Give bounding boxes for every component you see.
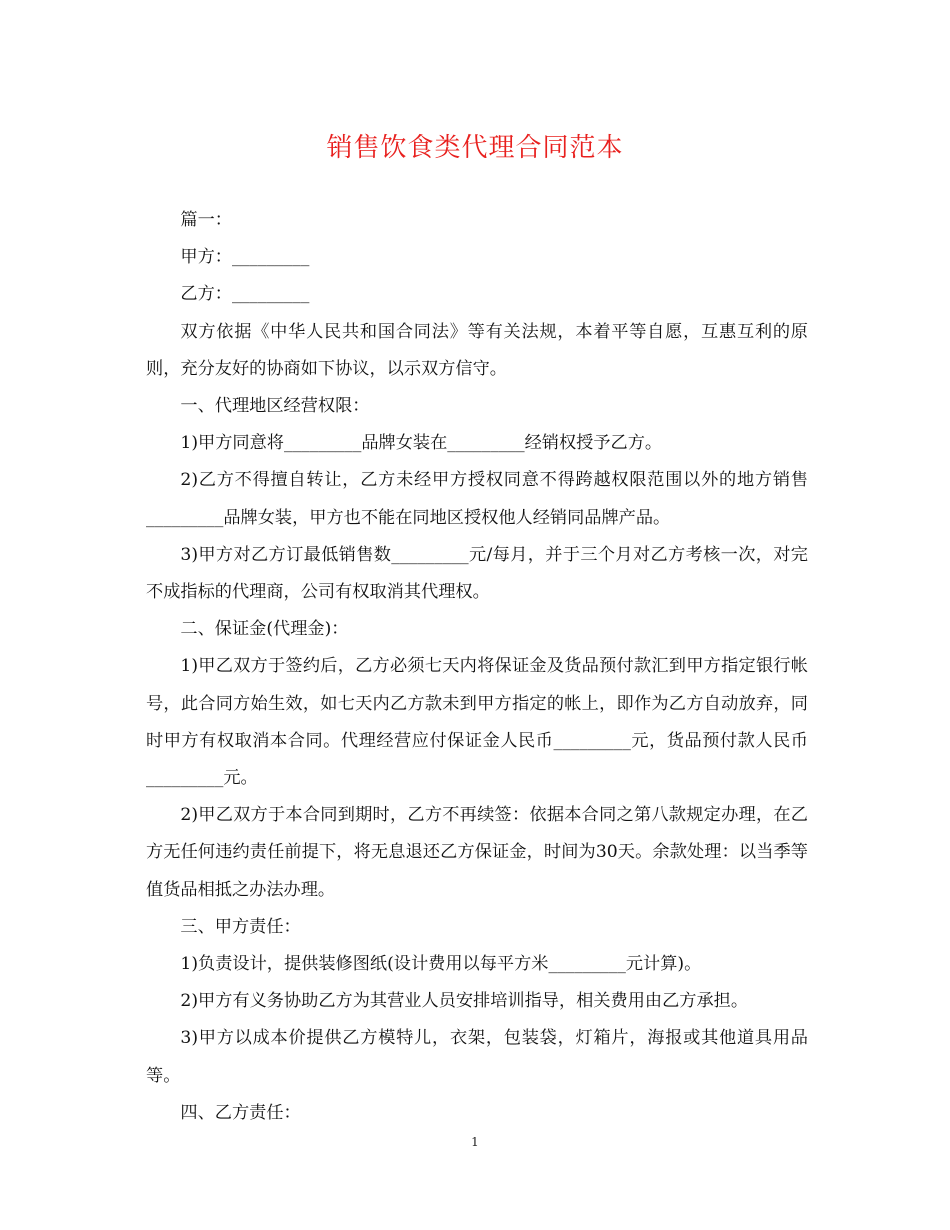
intro-paragraph: 双方依据《中华人民共和国合同法》等有关法规，本着平等自愿，互惠互利的原则，充分友好的协商如下协议，以示双方信守。 bbox=[146, 321, 808, 379]
section-heading: 二、保证金(代理金)： bbox=[180, 619, 349, 640]
clause-paragraph: 2)甲乙双方于本合同到期时，乙方不再续签：依据本合同之第八款规定办理，在乙方无任何违约责任前提下，将无息退还乙方保证金，时间为30天。余款处理：以当季等值货品相抵之办法办理。 bbox=[146, 805, 808, 900]
clause-paragraph: 2)乙方不得擅自转让，乙方未经甲方授权同意不得跨越权限范围以外的地方销售_________品牌女装，甲方也不能在同地区授权他人经销同品牌产品。 bbox=[146, 470, 808, 528]
section-label: 篇一： bbox=[180, 210, 232, 230]
clause-paragraph: 3)甲方以成本价提供乙方模特儿，衣架，包装袋，灯箱片，海报或其他道具用品等。 bbox=[146, 1028, 808, 1086]
document-title: 销售饮食类代理合同范本 bbox=[326, 133, 624, 163]
section-heading: 一、代理地区经营权限： bbox=[180, 396, 370, 417]
clause-paragraph: 3)甲方对乙方订最低销售数_________元/每月，并于三个月对乙方考核一次，对完不成指标的代理商，公司有权取消其代理权。 bbox=[146, 544, 808, 603]
party-b-line: 乙方：_________ bbox=[180, 284, 310, 305]
clause-paragraph: 1)甲方同意将_________品牌女装在_________经销权授予乙方。 bbox=[180, 433, 663, 454]
clause-paragraph: 1)甲乙双方于签约后，乙方必须七天内将保证金及货品预付款汇到甲方指定银行帐号，此合同方始生效，如七天内乙方款未到甲方指定的帐上，即作为乙方自动放弃，同时甲方有权取消本合同。代理经营应付保证金人民币_________元，货品预付款人民币_________元。 bbox=[146, 656, 808, 789]
party-a-line: 甲方：_________ bbox=[180, 247, 310, 268]
section-heading: 四、乙方责任： bbox=[180, 1102, 301, 1123]
clause-paragraph: 2)甲方有义务协助乙方为其营业人员安排培训指导，相关费用由乙方承担。 bbox=[180, 991, 749, 1012]
section-heading: 三、甲方责任： bbox=[180, 916, 301, 937]
document-body bbox=[146, 202, 808, 1132]
clause-paragraph: 1)负责设计，提供装修图纸(设计费用以每平方米_________元计算)。 bbox=[180, 954, 702, 975]
page-number: 1 bbox=[471, 1135, 479, 1149]
